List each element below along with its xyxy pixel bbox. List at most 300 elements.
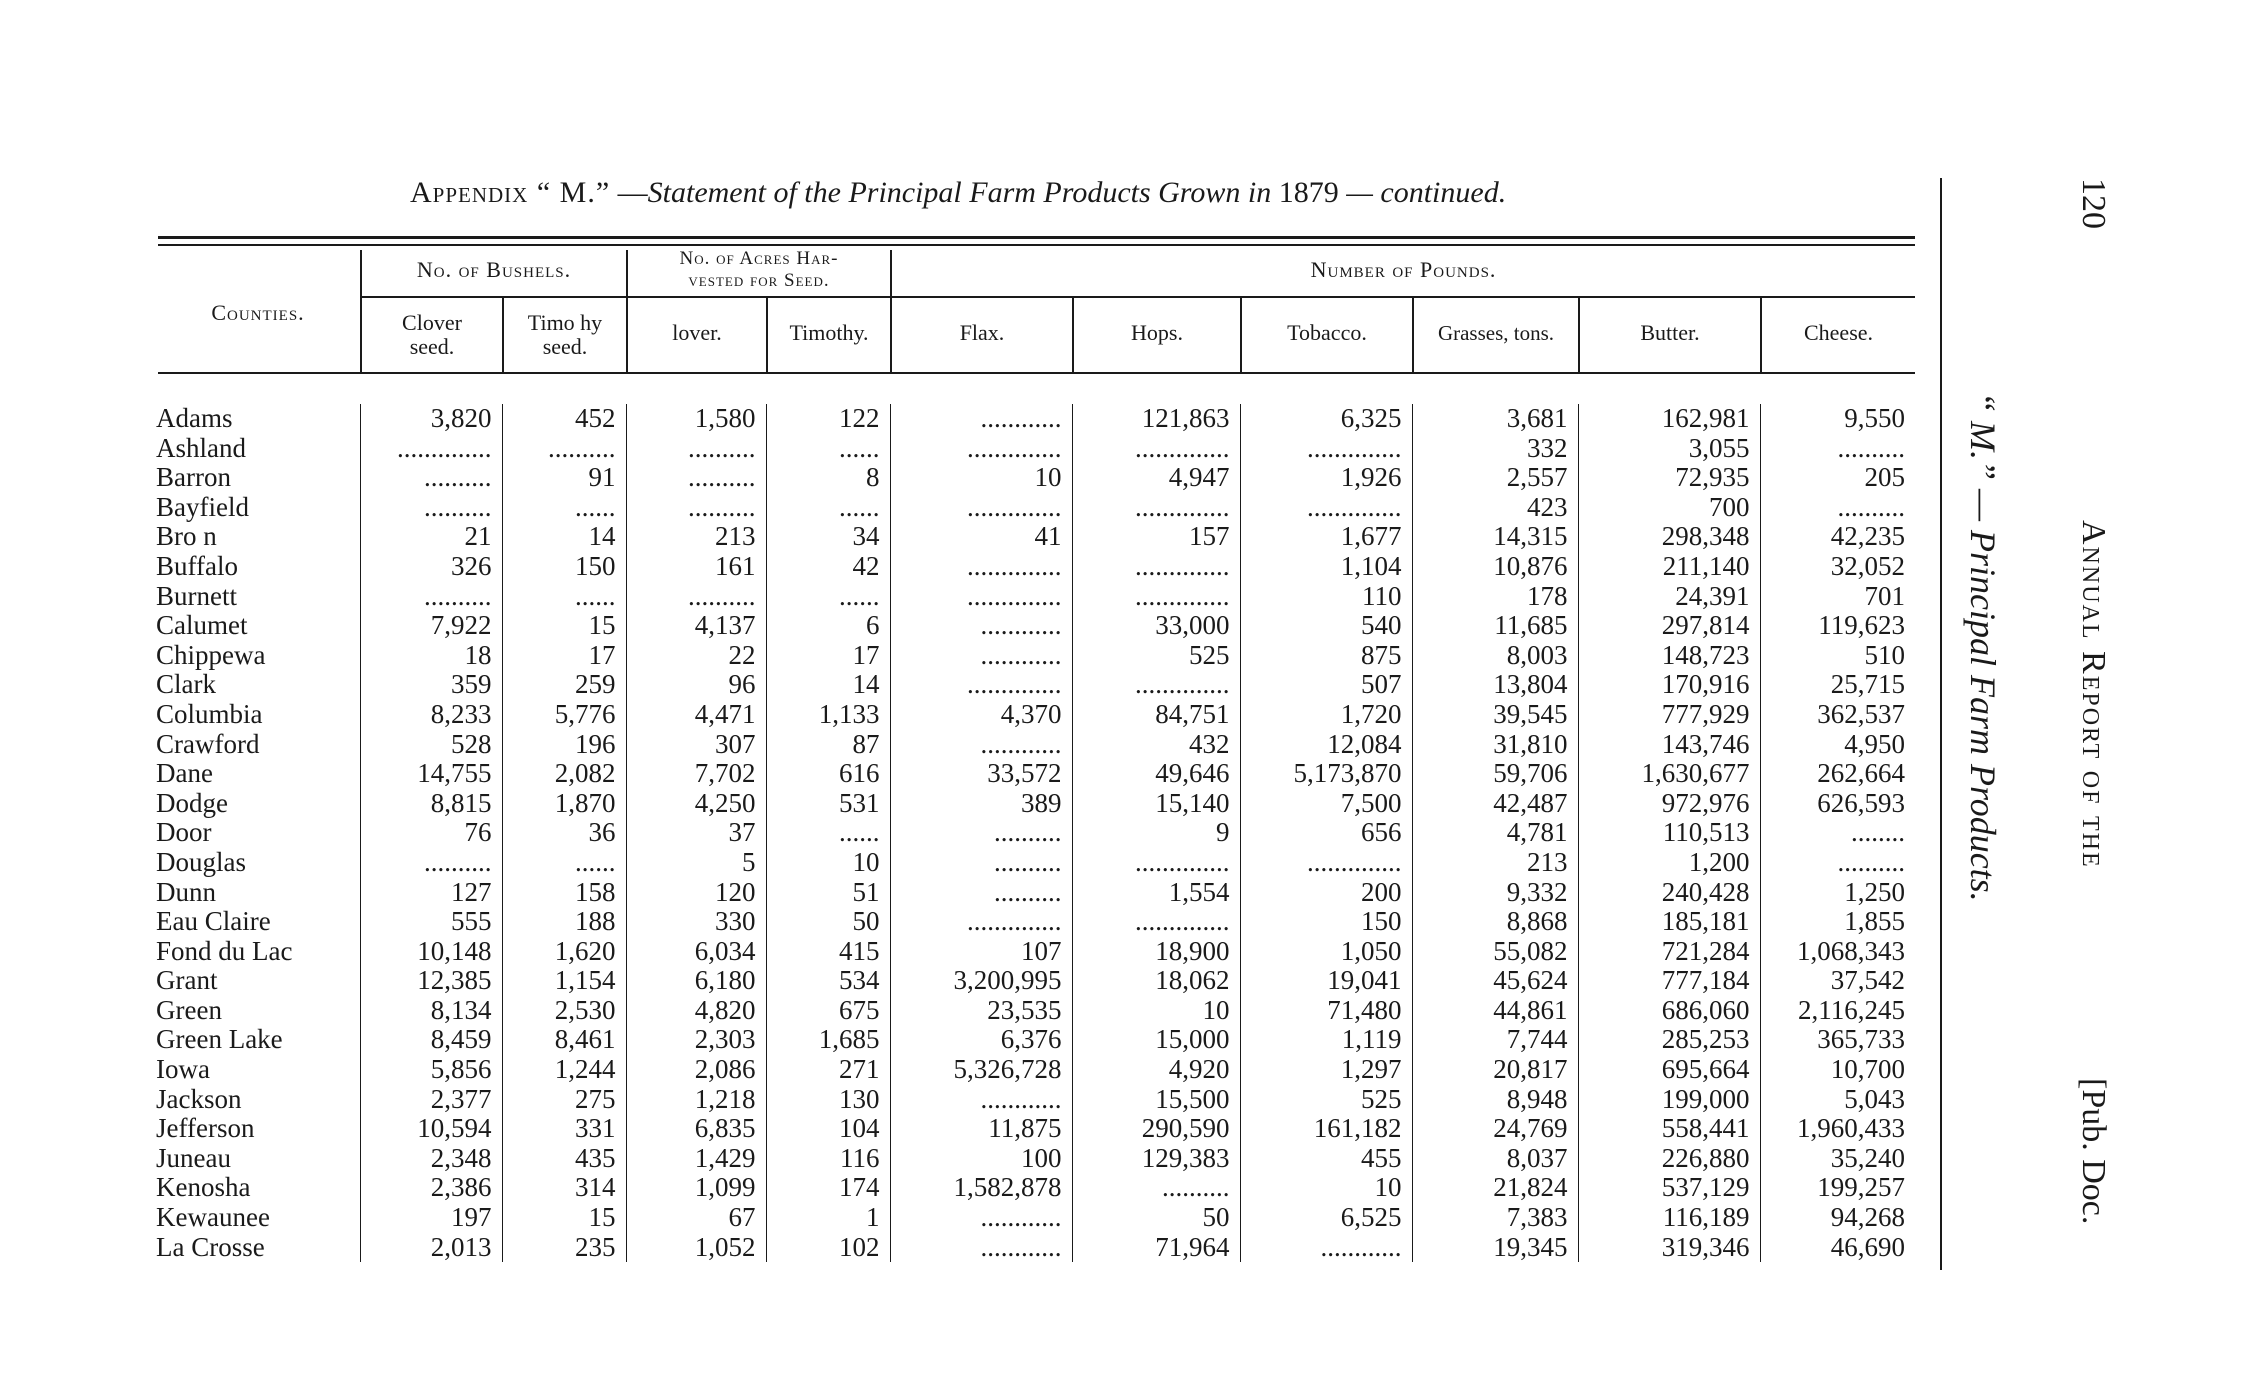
hops-cell: 157 [1072,522,1240,552]
table-row [152,966,1915,996]
cheese-cell: 701 [1864,581,1905,611]
header-bushels-group: No. of Bushels. [416,257,572,282]
tobacco-cell: 1,050 [1240,937,1412,967]
timothy-seed-cell: 275 [502,1085,626,1115]
tobacco-cell: 875 [1240,641,1412,671]
clover-acres-cell: .......... [626,493,766,523]
timothy-seed-cell: 15 [502,611,626,641]
hops-cell: 432 [1072,730,1240,760]
timothy-seed-cell: 435 [502,1144,626,1174]
cheese-cell: 1,960,433 [1797,1114,1905,1144]
cheese-cell: 10,700 [1830,1055,1905,1085]
flax-cell: .............. [890,670,1072,700]
grasses-cell: 7,744 [1412,1025,1578,1055]
butter-cell: 298,348 [1578,522,1760,552]
butter-cell: 143,746 [1578,730,1760,760]
header-acres-group-1: No. of Acres Har- [679,248,839,269]
section-heading: “ M.” — Principal Farm Products. [1963,392,2003,902]
tobacco-cell: 1,720 [1240,700,1412,730]
hops-cell: .............. [1072,670,1240,700]
cheese-cell: 626,593 [1817,788,1905,818]
header-butter: Butter. [1640,320,1700,345]
tobacco-cell: 1,677 [1240,522,1412,552]
cheese-cell: .......... [1837,433,1905,463]
tobacco-cell: 1,119 [1240,1025,1412,1055]
county-cell: Kenosha [152,1173,360,1203]
clover-acres-cell: .......... [626,463,766,493]
timothy-acres-cell: 50 [766,907,890,937]
grasses-cell: 55,082 [1412,937,1578,967]
pub-doc [2074,1078,2112,1224]
table-row [152,759,1915,789]
timothy-acres-cell: 271 [766,1055,890,1085]
tobacco-cell: 1,297 [1240,1055,1412,1085]
hops-cell: 33,000 [1072,611,1240,641]
table-row [152,937,1915,967]
butter-cell: 226,880 [1578,1144,1760,1174]
header-flax: Flax. [959,320,1005,345]
cheese-cell: 37,542 [1830,966,1905,996]
clover-seed-cell: 326 [360,552,502,582]
hops-cell: 84,751 [1072,700,1240,730]
header-tobacco: Tobacco. [1287,320,1367,345]
timothy-seed-cell: 17 [502,641,626,671]
timothy-acres-cell: 42 [766,552,890,582]
clover-seed-cell: 8,815 [360,789,502,819]
county-cell: Dunn [152,878,360,908]
county-cell: Crawford [152,730,360,760]
hops-cell: 4,920 [1072,1055,1240,1085]
butter-cell: 285,253 [1578,1025,1760,1055]
grasses-cell: 423 [1412,493,1578,523]
butter-cell: 1,200 [1578,848,1760,878]
timothy-seed-cell: 1,870 [502,789,626,819]
flax-cell: 5,326,728 [890,1055,1072,1085]
clover-acres-cell: 1,580 [626,404,766,434]
header-group-rule [362,296,1915,298]
county-cell: Ashland [152,434,360,464]
flax-cell: 11,875 [890,1114,1072,1144]
timothy-acres-cell: 174 [766,1173,890,1203]
butter-cell: 170,916 [1578,670,1760,700]
timothy-acres-cell: 616 [766,759,890,789]
header-acres-group-2: vested for Seed. [688,270,830,291]
cheese-cell: 1,068,343 [1797,936,1905,966]
table-row [152,1055,1915,1085]
grasses-cell: 19,345 [1412,1233,1578,1263]
flax-cell: 100 [890,1144,1072,1174]
hops-cell: 18,062 [1072,966,1240,996]
timothy-seed-cell: 259 [502,670,626,700]
clover-seed-cell: 14,755 [360,759,502,789]
clover-seed-cell: 555 [360,907,502,937]
table-row [152,1203,1915,1233]
table-row [152,789,1915,819]
clover-acres-cell: 330 [626,907,766,937]
grasses-cell: 8,003 [1412,641,1578,671]
flax-cell: 1,582,878 [890,1173,1072,1203]
clover-seed-cell: .......... [360,848,502,878]
grasses-cell: 14,315 [1412,522,1578,552]
timothy-acres-cell: ...... [766,434,890,464]
running-head [2074,520,2112,869]
butter-cell: 116,189 [1578,1203,1760,1233]
clover-acres-cell: 4,820 [626,996,766,1026]
timothy-acres-cell: 10 [766,848,890,878]
grasses-cell: 24,769 [1412,1114,1578,1144]
header-pounds-group: Number of Pounds. [1310,257,1497,282]
timothy-seed-cell: 1,154 [502,966,626,996]
flax-cell: 4,370 [890,700,1072,730]
cheese-cell: 9,550 [1844,404,1905,433]
timothy-acres-cell: 14 [766,670,890,700]
timothy-acres-cell: 122 [766,404,890,434]
clover-seed-cell: 18 [360,641,502,671]
butter-cell: 686,060 [1578,996,1760,1026]
butter-cell: 3,055 [1578,434,1760,464]
right-margin-rule [1940,178,1942,1270]
flax-cell: .............. [890,552,1072,582]
flax-cell: .......... [890,818,1072,848]
flax-cell: .............. [890,434,1072,464]
timothy-acres-cell: 116 [766,1144,890,1174]
grasses-cell: 11,685 [1412,611,1578,641]
header-grasses: Grasses, tons. [1437,321,1555,345]
clover-acres-cell: 6,034 [626,937,766,967]
butter-cell: 1,630,677 [1578,759,1760,789]
table-row [152,522,1915,552]
hops-cell: 290,590 [1072,1114,1240,1144]
butter-cell: 199,000 [1578,1085,1760,1115]
cheese-cell: 46,690 [1830,1232,1905,1262]
timothy-seed-cell: 235 [502,1233,626,1263]
clover-seed-cell: 21 [360,522,502,552]
butter-cell: 319,346 [1578,1233,1760,1263]
cheese-cell: 2,116,245 [1798,995,1905,1025]
table-row [152,1173,1915,1203]
hops-cell: 15,500 [1072,1085,1240,1115]
county-cell: Barron [152,463,360,493]
county-cell: Douglas [152,848,360,878]
butter-cell: 721,284 [1578,937,1760,967]
table-row [152,818,1915,848]
table-row [152,434,1915,464]
table-row [152,1085,1915,1115]
cheese-cell: 94,268 [1830,1203,1905,1233]
table-row [152,848,1915,878]
tobacco-cell: 5,173,870 [1240,759,1412,789]
tobacco-cell: 19,041 [1240,966,1412,996]
clover-acres-cell: 2,303 [626,1025,766,1055]
table-row [152,493,1915,523]
clover-seed-cell: .......... [360,463,502,493]
table-row [152,907,1915,937]
caption-prefix: Appendix “ M.” [410,176,611,209]
caption-suffix: — continued. [1346,176,1507,209]
cheese-cell: 32,052 [1830,551,1905,581]
clover-acres-cell: 7,702 [626,759,766,789]
header-hops: Hops. [1131,320,1183,345]
hops-cell: 15,140 [1072,789,1240,819]
butter-cell: 110,513 [1578,818,1760,848]
county-cell: Burnett [152,582,360,612]
county-cell: Fond du Lac [152,937,360,967]
clover-acres-cell: .......... [626,582,766,612]
cheese-cell: 119,623 [1818,611,1905,641]
county-cell: Chippewa [152,641,360,671]
flax-cell: 3,200,995 [890,966,1072,996]
clover-seed-cell: 197 [360,1203,502,1233]
clover-acres-cell: 22 [626,641,766,671]
county-cell: Jackson [152,1085,360,1115]
table-row [152,552,1915,582]
clover-seed-cell: 127 [360,878,502,908]
timothy-acres-cell: 8 [766,463,890,493]
cheese-cell: 5,043 [1844,1084,1905,1114]
timothy-acres-cell: 34 [766,522,890,552]
grasses-cell: 332 [1412,434,1578,464]
flax-cell: ............ [890,404,1072,434]
header-bottom-rule [158,372,1915,374]
cheese-cell: 510 [1864,640,1905,670]
county-cell: Green [152,996,360,1026]
butter-cell: 148,723 [1578,641,1760,671]
tobacco-cell: 1,104 [1240,552,1412,582]
clover-seed-cell: 10,594 [360,1114,502,1144]
timothy-acres-cell: 102 [766,1233,890,1263]
butter-cell: 777,929 [1578,700,1760,730]
grasses-cell: 2,557 [1412,463,1578,493]
timothy-seed-cell: 36 [502,818,626,848]
clover-acres-cell: 1,099 [626,1173,766,1203]
cheese-cell: 365,733 [1817,1025,1905,1055]
grasses-cell: 10,876 [1412,552,1578,582]
timothy-acres-cell: 675 [766,996,890,1026]
clover-seed-cell: .......... [360,582,502,612]
flax-cell: 33,572 [890,759,1072,789]
tobacco-cell: 110 [1240,582,1412,612]
hops-cell: 10 [1072,996,1240,1026]
hops-cell: .............. [1072,434,1240,464]
header-timothy: Timothy. [789,320,869,345]
clover-acres-cell: 1,429 [626,1144,766,1174]
top-rule-thin [158,244,1915,246]
butter-cell: 72,935 [1578,463,1760,493]
hops-cell: .............. [1072,552,1240,582]
clover-acres-cell: 161 [626,552,766,582]
clover-seed-cell: 5,856 [360,1055,502,1085]
clover-seed-cell: 2,013 [360,1233,502,1263]
header-counties: Counties. [211,300,305,325]
timothy-seed-cell: 331 [502,1114,626,1144]
timothy-acres-cell: 1,133 [766,700,890,730]
timothy-seed-cell: ...... [502,493,626,523]
timothy-acres-cell: 130 [766,1085,890,1115]
grasses-cell: 13,804 [1412,670,1578,700]
clover-acres-cell: 4,137 [626,611,766,641]
butter-cell: 240,428 [1578,878,1760,908]
header-cheese: Cheese. [1803,320,1874,345]
tobacco-cell: 12,084 [1240,730,1412,760]
table-row [152,996,1915,1026]
clover-acres-cell: 37 [626,818,766,848]
clover-seed-cell: .......... [360,493,502,523]
timothy-acres-cell: 415 [766,937,890,967]
cheese-cell: 25,715 [1830,670,1905,700]
timothy-seed-cell: 5,776 [502,700,626,730]
grasses-cell: 213 [1412,848,1578,878]
grasses-cell: 8,948 [1412,1085,1578,1115]
tobacco-cell: .............. [1240,434,1412,464]
grasses-cell: 7,383 [1412,1203,1578,1233]
butter-cell: 537,129 [1578,1173,1760,1203]
flax-cell: 107 [890,937,1072,967]
timothy-seed-cell: ...... [502,582,626,612]
timothy-acres-cell: 531 [766,789,890,819]
cheese-cell: 199,257 [1817,1173,1905,1203]
cheese-cell: .......... [1837,492,1905,522]
timothy-acres-cell: ...... [766,582,890,612]
county-cell: Calumet [152,611,360,641]
timothy-seed-cell: 1,620 [502,937,626,967]
hops-cell: 121,863 [1072,404,1240,434]
tobacco-cell: 1,926 [1240,463,1412,493]
flax-cell: .............. [890,907,1072,937]
county-cell: Adams [152,404,360,434]
timothy-seed-cell: 314 [502,1173,626,1203]
butter-cell: 162,981 [1578,404,1760,434]
hops-cell: .............. [1072,907,1240,937]
header-timothy-seed-1: Timo hy [527,310,603,335]
clover-seed-cell: 2,377 [360,1085,502,1115]
clover-seed-cell: 3,820 [360,404,502,434]
clover-acres-cell: 67 [626,1203,766,1233]
timothy-acres-cell: 534 [766,966,890,996]
timothy-acres-cell: ...... [766,818,890,848]
tobacco-cell: ............ [1240,1233,1412,1263]
table-row [152,611,1915,641]
table-row [152,700,1915,730]
timothy-acres-cell: 87 [766,730,890,760]
table-row [152,1233,1915,1263]
butter-cell: 695,664 [1578,1055,1760,1085]
timothy-seed-cell: 196 [502,730,626,760]
county-cell: Columbia [152,700,360,730]
cheese-cell: 362,537 [1817,699,1905,729]
grasses-cell: 8,037 [1412,1144,1578,1174]
flax-cell: .............. [890,582,1072,612]
flax-cell: 10 [890,463,1072,493]
grasses-cell: 4,781 [1412,818,1578,848]
grasses-cell: 45,624 [1412,966,1578,996]
tobacco-cell: 540 [1240,611,1412,641]
clover-seed-cell: 2,386 [360,1173,502,1203]
clover-seed-cell: 528 [360,730,502,760]
grasses-cell: 59,706 [1412,759,1578,789]
clover-seed-cell: 10,148 [360,937,502,967]
butter-cell: 211,140 [1578,552,1760,582]
grasses-cell: 42,487 [1412,789,1578,819]
tobacco-cell: 7,500 [1240,789,1412,819]
timothy-acres-cell: 1 [766,1203,890,1233]
clover-acres-cell: 5 [626,848,766,878]
table-row [152,404,1915,434]
clover-acres-cell: 307 [626,730,766,760]
timothy-seed-cell: 1,244 [502,1055,626,1085]
clover-seed-cell: 76 [360,818,502,848]
grasses-cell: 39,545 [1412,700,1578,730]
county-cell: Bayfield [152,493,360,523]
cheese-cell: 262,664 [1817,759,1905,789]
table-row [152,730,1915,760]
top-rule-thick [158,236,1915,239]
hops-cell: .............. [1072,582,1240,612]
county-cell: Juneau [152,1144,360,1174]
county-cell: Iowa [152,1055,360,1085]
clover-acres-cell: .......... [626,434,766,464]
pub-doc-text: [Pub. Doc. [2075,1078,2112,1225]
clover-acres-cell: 120 [626,878,766,908]
grasses-cell: 44,861 [1412,996,1578,1026]
caption-title: Statement of the Principal Farm Products Grown in [647,176,1272,209]
tobacco-cell: 200 [1240,878,1412,908]
county-cell: La Crosse [152,1233,360,1263]
grasses-cell: 178 [1412,582,1578,612]
clover-seed-cell: .............. [360,434,502,464]
cheese-cell: .......... [1837,847,1905,877]
cheese-cell: 205 [1864,463,1905,493]
butter-cell: 297,814 [1578,611,1760,641]
flax-cell: ............ [890,1203,1072,1233]
flax-cell: .......... [890,878,1072,908]
grasses-cell: 20,817 [1412,1055,1578,1085]
hops-cell: 15,000 [1072,1025,1240,1055]
butter-cell: 972,976 [1578,789,1760,819]
table-row [152,878,1915,908]
clover-seed-cell: 8,233 [360,700,502,730]
tobacco-cell: 525 [1240,1085,1412,1115]
clover-acres-cell: 96 [626,670,766,700]
butter-cell: 558,441 [1578,1114,1760,1144]
clover-seed-cell: 8,459 [360,1025,502,1055]
clover-acres-cell: 6,180 [626,966,766,996]
page-number-text: 120 [2075,178,2112,229]
hops-cell: 9 [1072,818,1240,848]
clover-seed-cell: 2,348 [360,1144,502,1174]
timothy-seed-cell: 2,082 [502,759,626,789]
grasses-cell: 9,332 [1412,878,1578,908]
clover-seed-cell: 8,134 [360,996,502,1026]
table-row [152,463,1915,493]
timothy-seed-cell: ...... [502,848,626,878]
tobacco-cell: 161,182 [1240,1114,1412,1144]
butter-cell: 777,184 [1578,966,1760,996]
hops-cell: 4,947 [1072,463,1240,493]
table-row [152,1114,1915,1144]
hops-cell: .............. [1072,493,1240,523]
timothy-acres-cell: 1,685 [766,1025,890,1055]
clover-acres-cell: 1,052 [626,1233,766,1263]
county-cell: Dodge [152,789,360,819]
tobacco-cell: 6,325 [1240,404,1412,434]
butter-cell: 700 [1578,493,1760,523]
clover-acres-cell: 6,835 [626,1114,766,1144]
county-cell: Jefferson [152,1114,360,1144]
caption-dash: — [617,176,648,209]
timothy-seed-cell: 14 [502,522,626,552]
grasses-cell: 8,868 [1412,907,1578,937]
cheese-cell: 1,250 [1844,877,1905,907]
